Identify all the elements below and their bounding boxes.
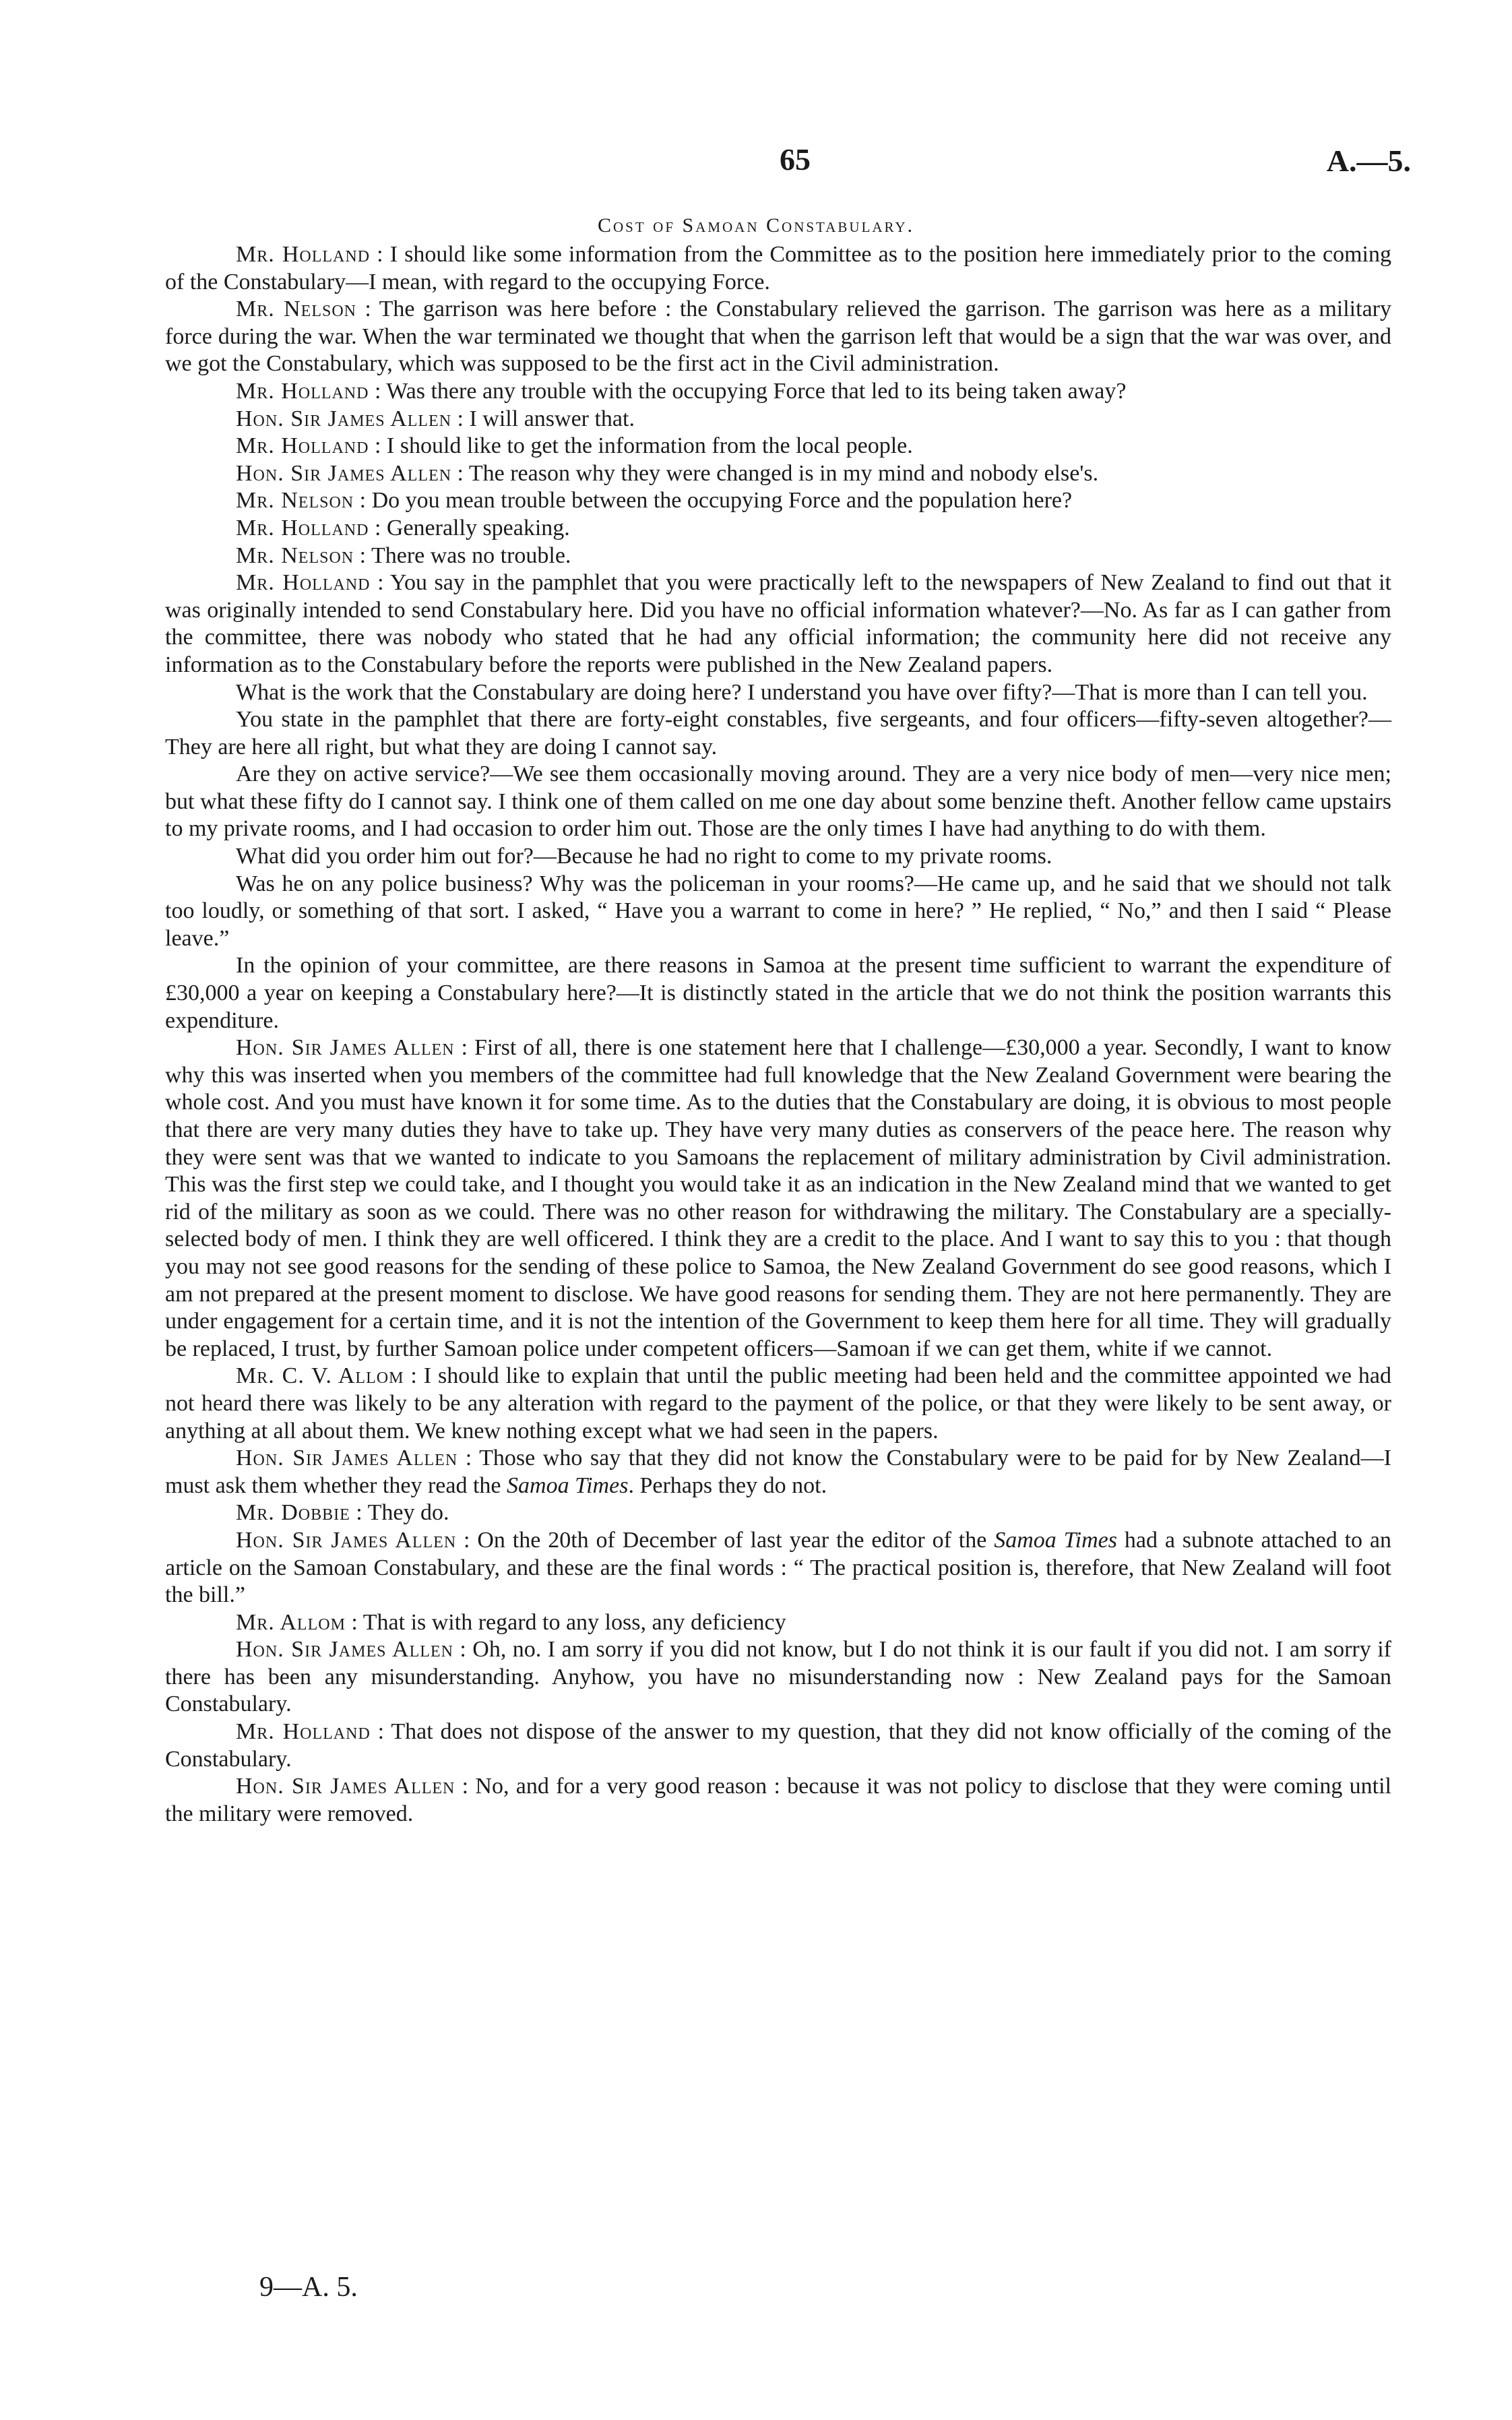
paragraph-text: Are they on active service?—We see them occasionally moving around. They are a very nice body of men—very nice men; but what these fifty do I cannot say. I think one of them called on me one day about some benzine theft. Another fellow came upstairs to my private rooms, and I had occasion to order him out. Those are the only times I have had anything to do with them. (165, 762, 1391, 842)
speaker-name: Mr. Holland (236, 1719, 371, 1745)
speaker-name: Mr. Allom (236, 1609, 346, 1635)
paragraph-text: Generally speaking. (386, 515, 570, 540)
paragraph: Hon. Sir James Allen : I will answer that. (236, 406, 635, 431)
speaker-name: Hon. Sir James Allen (236, 460, 452, 486)
page-number: 65 (780, 142, 811, 177)
newspaper-title: Samoa Times (507, 1472, 629, 1498)
paragraph: Hon. Sir James Allen : On the 20th of December of last year the editor of the Samoa Times had a subnote attached to an article on the Samoan Constabulary, and these are the final words : “ The practical position is, therefore, that New Zealand will foot the bill.” (165, 1527, 1391, 1608)
paragraph-text: I should like to explain that until the public meeting had been held and the committee appointed we had not heard there was likely to be any alteration with regard to the payment of the police, or that they were likely to be sent away, or anything at all about them. We knew nothing except what we had seen in the papers. (165, 1363, 1391, 1444)
paragraph (165, 761, 1391, 843)
paragraph-text: What is the work that the Constabulary are doing here? I understand you have over fifty?—That is more than I can tell you. (236, 679, 1368, 705)
paragraph-text: The reason why they were changed is in my mind and nobody else's. (468, 460, 1099, 486)
paragraph-text: I will answer that. (469, 406, 635, 431)
paragraph-text: The garrison was here before : the Constabulary relieved the garrison. The garrison was here as a military force during the war. When the war terminated we thought that when the garrison left that would be a sign that the war was over, and we got the Constabulary, which was supposed to be the first act in the Civil administration. (165, 297, 1391, 377)
speaker-name: Hon. Sir James Allen (236, 406, 452, 431)
paragraph (165, 843, 1391, 871)
paragraph (165, 679, 1391, 707)
speaker-name: Hon. Sir James Allen (236, 1637, 453, 1663)
speaker-name: Mr. Dobbie (236, 1500, 350, 1526)
paragraph (165, 952, 1391, 1034)
speaker-name: Hon. Sir James Allen (236, 1527, 457, 1553)
paragraph-text: Those who say that they did not know the Constabulary were to be paid for by New Zealand—I must ask them whether they read the (165, 1446, 1392, 1498)
paragraph-text: On the 20th of December of last year the editor of the (477, 1527, 995, 1553)
speaker-name: Mr. Nelson (236, 488, 354, 514)
paragraph: Mr. C. V. Allom : I should like to explain that until the public meeting had been held and the committee appointed we had not heard there was likely to be any alteration with regard to the payment of the police, or that they were likely to be sent away, or anything at all about them. We knew nothing except what we had seen in the papers. (165, 1363, 1391, 1444)
paragraph-text: You state in the pamphlet that there are forty-eight constables, five sergeants, and four officers—fifty-seven altogether?—They are here all right, but what they are doing I cannot say. (165, 707, 1391, 759)
speaker-name: Mr. C. V. Allom (236, 1363, 404, 1389)
paragraph: Mr. Holland : You say in the pamphlet that you were practically left to the newspapers of New Zealand to find out that it was originally intended to send Constabulary here. Did you have no official information whatever?—No. As far as I can gather from the committee, there was nobody who stated that he had any official information; the community here did not receive any information as to the Constabulary before the reports were published in the New Zealand papers. (165, 570, 1391, 677)
newspaper-title: Samoa Times (994, 1527, 1117, 1553)
paragraph: Hon. Sir James Allen : No, and for a very good reason : because it was not policy to disclose that they were coming until the military were removed. (165, 1774, 1392, 1826)
speaker-name: Mr. Holland (236, 378, 369, 404)
paragraph-text: Was there any trouble with the occupying Force that led to its being taken away? (386, 378, 1127, 404)
paragraph: Hon. Sir James Allen : Oh, no. I am sorry if you did not know, but I do not think it is our fault if you did not. I am sorry if there has been any misunderstanding. Anyhow, you have no misunderstanding now : New Zealand pays for the Samoan Constabulary. (165, 1637, 1391, 1717)
paragraph: Mr. Holland : Was there any trouble with the occupying Force that led to its being taken away? (236, 378, 1127, 404)
paragraph: Mr. Nelson : Do you mean trouble between the occupying Force and the population here? (236, 488, 1073, 514)
paragraph-text: There was no trouble. (371, 542, 571, 568)
paragraph-text: I should like some information from the Committee as to the position here immediately prior to the coming of the Constabulary—I mean, with regard to the occupying Force. (165, 242, 1391, 294)
paragraph: Mr. Holland : I should like to get the information from the local people. (236, 433, 913, 459)
paragraph: Mr. Holland : Generally speaking. (236, 515, 570, 540)
paragraph: Hon. Sir James Allen : Those who say that they did not know the Constabulary were to be paid for by New Zealand—I must ask them whether they read the Samoa Times. Perhaps they do not. (165, 1446, 1392, 1498)
speaker-name: Mr. Holland (236, 433, 369, 459)
paragraph-text: Do you mean trouble between the occupying Force and the population here? (371, 488, 1073, 514)
speaker-name: Mr. Holland (236, 570, 371, 596)
speaker-name: Mr. Holland (236, 242, 371, 267)
section-title: Cost of Samoan Constabulary. (597, 214, 915, 237)
paragraph: Mr. Dobbie : They do. (236, 1500, 449, 1526)
paragraph-text: You say in the pamphlet that you were practically left to the newspapers of New Zealand to find out that it was originally intended to send Constabulary here. Did you have no official information whatever?—No. As far as I can gather from the committee, there was nobody who stated that he had any official information; the community here did not receive any information as to the Constabulary before the reports were published in the New Zealand papers. (165, 570, 1391, 677)
paragraph-text: What did you order him out for?—Because he had no right to come to my private rooms. (236, 844, 1052, 869)
paragraph: Hon. Sir James Allen : The reason why they were changed is in my mind and nobody else's. (236, 460, 1099, 486)
body-text (165, 241, 1391, 1828)
paragraph-text: I should like to get the information from the local people. (386, 433, 913, 459)
speaker-name: Mr. Holland (236, 515, 369, 540)
paragraph: Mr. Nelson : There was no trouble. (236, 542, 571, 568)
paragraph: Mr. Nelson : The garrison was here before : the Constabulary relieved the garrison. The garrison was here as a military force during the war. When the war terminated we thought that when the garrison left that would be a sign that the war was over, and we got the Constabulary, which was supposed to be the first act in the Civil administration. (165, 297, 1391, 377)
speaker-name: Hon. Sir James Allen (236, 1035, 455, 1061)
paragraph-text: No, and for a very good reason : because it was not policy to disclose that they were coming until the military were removed. (165, 1774, 1392, 1826)
page-footer-signature: 9—A. 5. (259, 2272, 358, 2303)
paragraph-text: Was he on any police business? Why was the policeman in your rooms?—He came up, and he said that we should not talk too loudly, or something of that sort. I asked, “ Have you a warrant to come in here? ” He replied, “ No,” and then I said “ Please leave.” (165, 871, 1391, 951)
paragraph (165, 871, 1391, 953)
paragraph: Mr. Holland : I should like some information from the Committee as to the position here immediately prior to the coming of the Constabulary—I mean, with regard to the occupying Force. (165, 242, 1391, 294)
speaker-name: Hon. Sir James Allen (236, 1446, 458, 1471)
paragraph-text: They do. (367, 1500, 449, 1526)
paragraph-text: Oh, no. I am sorry if you did not know, but I do not think it is our fault if you did not. I am sorry if there has been any misunderstanding. Anyhow, you have no misunderstanding now : New Zealand pays for the Samoan Constabulary. (165, 1637, 1391, 1717)
speaker-name: Hon. Sir James Allen (236, 1774, 455, 1799)
paragraph: Mr. Allom : That is with regard to any loss, any deficiency (236, 1609, 786, 1635)
paragraph: Mr. Holland : That does not dispose of the answer to my question, that they did not know officially of the coming of the Constabulary. (165, 1719, 1391, 1772)
paragraph-text: That does not dispose of the answer to my question, that they did not know officially of the coming of the Constabulary. (165, 1719, 1391, 1772)
paragraph: Hon. Sir James Allen : First of all, there is one statement here that I challenge—£30,000 a year. Secondly, I want to know why this was inserted when you members of the committee had full knowledge that the New Zealand Government were bearing the whole cost. And you must have known it for some time. As to the duties that the Constabulary are doing, it is obvious to most people that there are very many duties they have to take up. They have very many duties as conservers of the peace here. The reason why they were sent was that we wanted to indicate to you Samoans the replacement of military administration by Civil administration. This was the first step we could take, and I thought you would take it as an indication in the New Zealand mind that we wanted to get rid of the military as soon as we could. There was no other reason for withdrawing the military. The Constabulary are a specially-selected body of men. I think they are well officered. I think they are a credit to the place. And I want to say this to you : that though you may not see good reasons for the sending of these police to Samoa, the New Zealand Government do see good reasons, which I am not prepared at the present moment to disclose. We have good reasons for sending them. They are not here permanently. They are under engagement for a certain time, and it is not the intention of the Government to keep them here for all time. They will gradually be replaced, I trust, by further Samoan police under competent officers—Samoan if we can get them, white if we cannot. (165, 1035, 1392, 1361)
speaker-name: Mr. Nelson (236, 297, 357, 322)
paragraph-text: First of all, there is one statement here that I challenge—£30,000 a year. Secondly, I want to know why this was inserted when you members of the committee had full knowledge that the New Zealand Government were bearing the whole cost. And you must have known it for some time. As to the duties that the Constabulary are doing, it is obvious to most people that there are very many duties they have to take up. They have very many duties as conservers of the peace here. The reason why they were sent was that we wanted to indicate to you Samoans the replacement of military administration by Civil administration. This was the first step we could take, and I thought you would take it as an indication in the New Zealand mind that we wanted to get rid of the military as soon as we could. There was no other reason for withdrawing the military. The Constabulary are a specially-selected body of men. I think they are well officered. I think they are a credit to the place. And I want to say this to you : that though you may not see good reasons for the sending of these police to Samoa, the New Zealand Government do see good reasons, which I am not prepared at the present moment to disclose. We have good reasons for sending them. They are not here permanently. They are under engagement for a certain time, and it is not the intention of the Government to keep them here for all time. They will gradually be replaced, I trust, by further Samoan police under competent officers—Samoan if we can get them, white if we cannot. (165, 1035, 1392, 1361)
speaker-name: Mr. Nelson (236, 542, 354, 568)
paragraph (165, 706, 1391, 761)
document-reference: A.—5. (1326, 144, 1411, 178)
paragraph-text: In the opinion of your committee, are there reasons in Samoa at the present time sufficient to warrant the expenditure of £30,000 a year on keeping a Constabulary here?—It is distinctly stated in the article that we do not think the position warrants this expenditure. (165, 953, 1391, 1033)
paragraph-text: That is with regard to any loss, any deficiency (363, 1609, 786, 1635)
